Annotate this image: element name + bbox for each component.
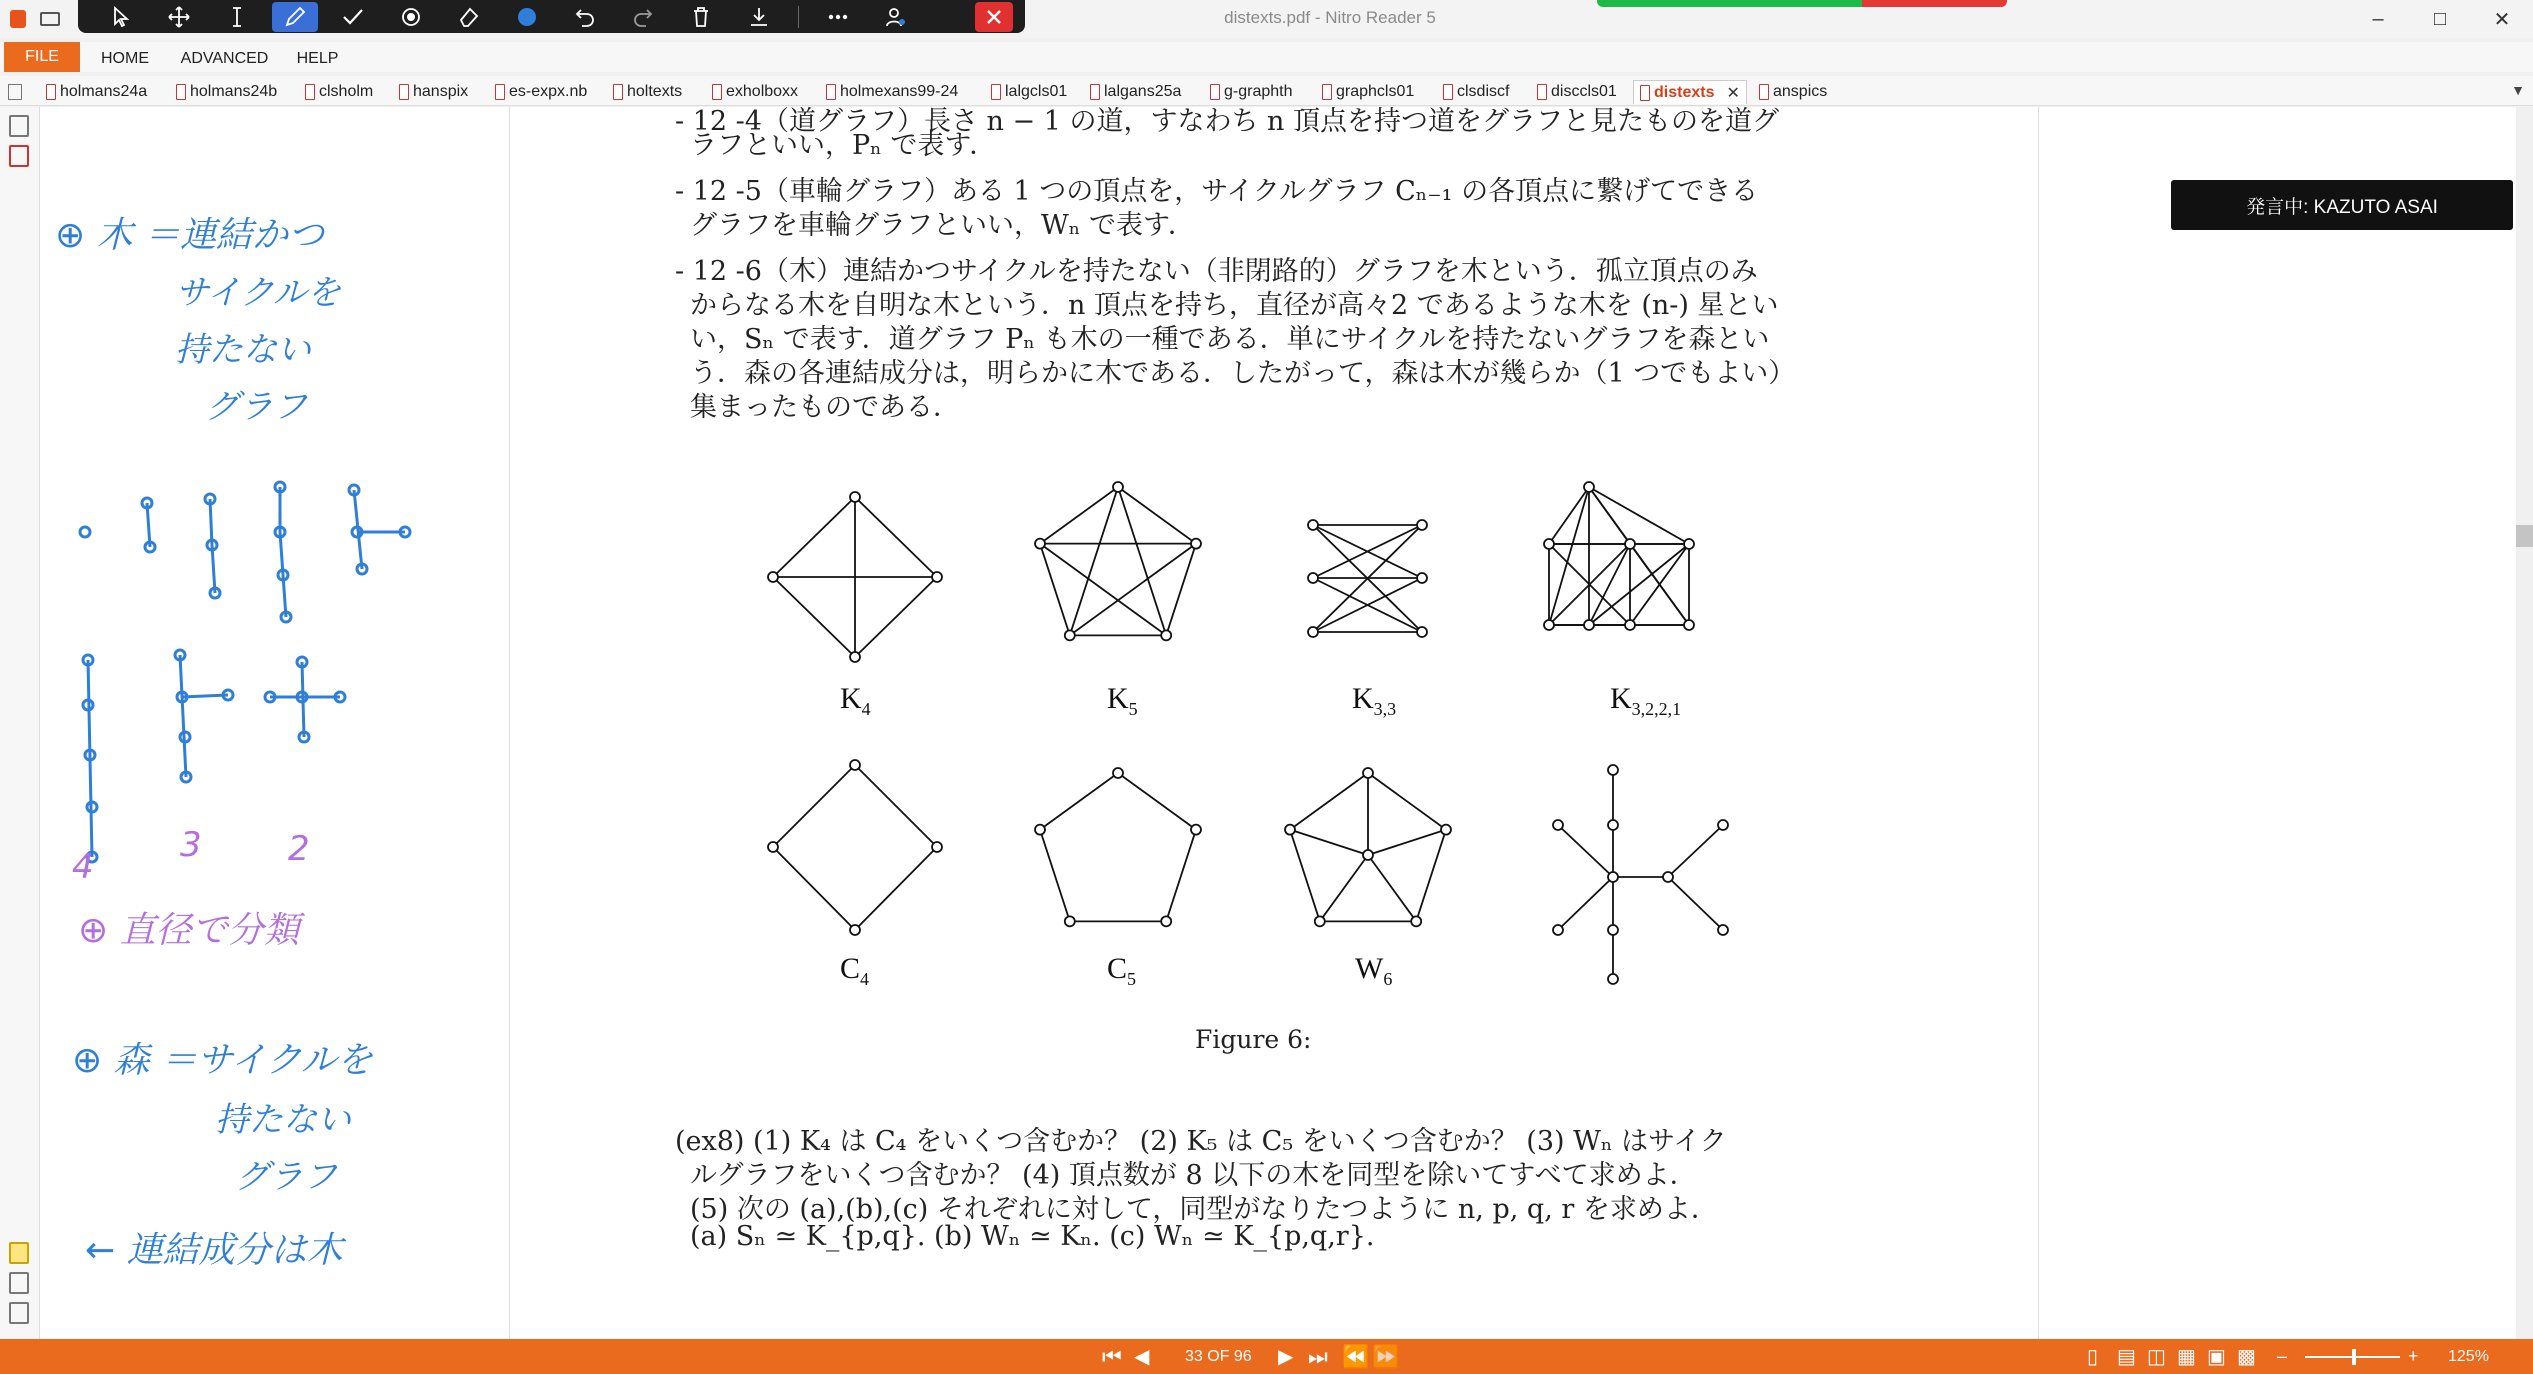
single-page-view-icon[interactable]: ▯ (2087, 1346, 2099, 1368)
graph-vertex (1065, 630, 1075, 640)
page-text-line: い，Sₙ で表す．道グラフ Pₙ も木の一種である．単にサイクルを持たないグラフを森とい (690, 324, 1770, 355)
pdf-file-icon (305, 84, 315, 100)
tab-home[interactable]: HOME (101, 50, 149, 67)
graph-vertex (1544, 539, 1554, 549)
page-text-line: - 12 -4（道グラフ）長さ n − 1 の道，すなわち n 頂点を持つ道をグラフと見たものを道グ (675, 107, 1780, 137)
doc-tab-label: lalgcls01 (1005, 83, 1068, 100)
pdf-file-icon (399, 84, 409, 100)
graph-edge (1320, 855, 1368, 921)
annotation-toolbar (78, 0, 1025, 33)
graph-vertex (1363, 850, 1373, 860)
note-line: ⊕ 森 ＝サイクルを (72, 1040, 373, 1081)
eraser-icon[interactable] (440, 0, 498, 33)
exercise-line: (ex8) (1) K₄ は C₄ をいくつ含むか？ (2) K₅ は C₅ をいくつ含むか？ (3) Wₙ はサイク (675, 1126, 1727, 1157)
tab-list-icon[interactable] (8, 84, 22, 100)
doc-tab-label: anspics (1773, 83, 1828, 100)
doc-tab-label: holmexans99-24 (840, 83, 959, 100)
pdf-file-icon (1210, 84, 1220, 100)
speaking-indicator: 発言中: KAZUTO ASAI (2171, 180, 2513, 230)
first-page-icon[interactable]: ⏮ (1102, 1343, 1122, 1369)
pdf-file-icon (46, 84, 56, 100)
graph-vertex (1035, 539, 1045, 549)
graph-vertex (1161, 630, 1171, 640)
graph-edge (1040, 544, 1166, 636)
graph-vertex (1684, 620, 1694, 630)
graph-edge (1166, 544, 1196, 636)
doc-tab-label: holmans24a (60, 83, 148, 100)
graph-vertex (1035, 825, 1045, 835)
doc-tab[interactable] (399, 80, 468, 104)
graph-edge (1589, 544, 1630, 625)
toolbar-divider (798, 6, 799, 28)
signatures-panel-icon[interactable] (9, 1302, 29, 1324)
graph-edge (1589, 487, 1689, 544)
select-pointer-icon[interactable] (92, 0, 150, 33)
doc-tab-label: distexts (1654, 83, 1715, 101)
graph-vertex (1315, 916, 1325, 926)
doc-tab-label: es-expx.nb (509, 83, 588, 100)
graph-edge (1549, 487, 1589, 544)
doc-tab[interactable] (613, 80, 682, 104)
note-line: ← 連結成分は木 (85, 1230, 343, 1271)
graph-vertex (932, 842, 942, 852)
doc-tab-label: hanspix (413, 83, 469, 100)
minimize-button[interactable]: – (2372, 7, 2384, 30)
app-logo-icon (10, 10, 26, 28)
close-window-button[interactable]: ✕ (2493, 8, 2511, 31)
graph-vertex (1584, 482, 1594, 492)
graph-vertex (1544, 620, 1554, 630)
graph-vertex (1411, 916, 1421, 926)
page-text-line: 集まったものである． (690, 392, 960, 423)
exercise-line: (5) 次の (a),(b),(c) それぞれに対して，同型がなりたつように n, p, q, r を求めよ． (690, 1194, 1718, 1225)
graph-edge (1118, 487, 1196, 544)
graph-vertex (932, 572, 942, 582)
doc-tab-label: holtexts (627, 83, 683, 100)
graph-vertex (1441, 825, 1451, 835)
doc-tab[interactable] (712, 80, 798, 104)
graph-label-k5: $K_5$ (1107, 682, 1138, 719)
diameter-label: 3 (180, 825, 202, 865)
graph-edge (1070, 544, 1196, 636)
graph-vertex (1553, 925, 1563, 935)
graph-edge (1589, 487, 1630, 544)
note-line: 持たない (175, 330, 311, 370)
attachments-panel-icon[interactable] (9, 1272, 29, 1294)
page-text-line: ラフといい，Pₙ で表す． (690, 130, 997, 161)
graph-edge (1118, 487, 1166, 635)
doc-tab-label: lalgans25a (1104, 83, 1182, 100)
color-picker-icon[interactable] (498, 0, 556, 33)
doc-tab-label: disccls01 (1551, 83, 1617, 100)
page-text-line: - 12 -6（木）連結かつサイクルを持たない（非閉路的）グラフを木という．孤立頂点のみ (675, 256, 1758, 287)
page-text-line: グラフを車輪グラフといい，Wₙ で表す． (690, 210, 1195, 241)
graph-vertex (1608, 765, 1618, 775)
page-text-line: - 12 -5（車輪グラフ）ある 1 つの頂点を，サイクルグラフ Cₙ₋₁ の各頂点に繋げてできる (675, 176, 1759, 207)
graph-edge (1668, 877, 1723, 930)
graph-edge (1070, 487, 1118, 635)
document-tab-bar (0, 76, 2533, 106)
stamp-icon[interactable] (382, 0, 440, 33)
user-settings-icon[interactable] (867, 0, 925, 33)
graph-edge (855, 765, 937, 847)
trash-icon[interactable] (672, 0, 730, 33)
graph-vertex (1584, 620, 1594, 630)
pdf-file-icon (495, 84, 505, 100)
graph-vertex (1113, 768, 1123, 778)
exercise-line: (a) Sₙ ≃ K_{p,q}. (b) Wₙ ≃ Kₙ. (c) Wₙ ≃ K_{p,q,r}. (690, 1221, 1375, 1252)
graph-vertex (1308, 520, 1318, 530)
graph-vertex (1608, 872, 1618, 882)
graph-vertex (1625, 620, 1635, 630)
graph-vertex (850, 925, 860, 935)
back-view-icon[interactable]: ⏪ (1342, 1343, 1370, 1369)
pdf-file-icon (1322, 84, 1332, 100)
pdf-file-icon (176, 84, 186, 100)
side-tool-strip (0, 107, 40, 1339)
graph-label-w6: $W_6$ (1355, 952, 1393, 989)
doc-tab[interactable] (46, 80, 147, 104)
graph-edge (1668, 825, 1723, 877)
graph-edge (1290, 773, 1368, 830)
pdf-file-icon (991, 84, 1001, 100)
note-line: グラフ (235, 1157, 337, 1197)
tab-help[interactable]: HELP (296, 50, 339, 67)
fit-width-icon[interactable]: ▣ (2207, 1346, 2226, 1368)
notes-panel (40, 107, 510, 1339)
pdf-file-icon (1640, 85, 1650, 101)
right-blank-panel (2038, 107, 2516, 1339)
graph-vertex (1363, 768, 1373, 778)
close-toolbar-icon[interactable] (975, 2, 1013, 32)
graph-vertex (1553, 820, 1563, 830)
pdf-file-icon (712, 84, 722, 100)
zoom-slider[interactable] (2305, 1339, 2400, 1374)
next-page-icon[interactable]: ▶ (1278, 1346, 1294, 1368)
graph-edge (1040, 487, 1118, 544)
zoom-level[interactable]: 125% (2448, 1347, 2489, 1365)
pdf-file-icon (1090, 84, 1100, 100)
note-line: ⊕ 直径で分類 (78, 910, 300, 951)
last-page-icon[interactable]: ⏭ (1308, 1343, 1328, 1369)
figure-graphs (510, 107, 2038, 1007)
graph-edge (1368, 773, 1446, 830)
graph-vertex (768, 842, 778, 852)
note-line: ⊕ 木 ＝連結かつ (55, 215, 325, 256)
download-icon[interactable] (730, 0, 788, 33)
graph-label-c4: $C_4$ (840, 952, 870, 989)
open-folder-icon[interactable] (40, 12, 60, 26)
pen-icon[interactable] (272, 2, 318, 32)
graph-label-c5: $C_5$ (1107, 952, 1137, 989)
maximize-button[interactable]: □ (2433, 7, 2447, 30)
graph-vertex (1608, 820, 1618, 830)
doc-tab-label: clsdiscf (1457, 83, 1510, 100)
pdf-file-icon (613, 84, 623, 100)
graph-edge (855, 847, 937, 930)
graph-vertex (1161, 916, 1171, 926)
tab-file[interactable]: FILE (4, 42, 80, 72)
move-icon[interactable] (150, 0, 208, 33)
comments-panel-icon[interactable] (9, 1242, 29, 1264)
vertical-scrollbar[interactable] (2516, 107, 2533, 1339)
graph-edge (1368, 855, 1416, 921)
doc-tab[interactable] (1443, 80, 1509, 104)
prev-page-icon[interactable]: ◀ (1134, 1346, 1150, 1368)
graph-edge (1040, 830, 1070, 922)
doc-tab-active[interactable] (1633, 80, 1747, 104)
doc-tab[interactable] (1210, 80, 1293, 104)
graph-vertex (1417, 520, 1427, 530)
graph-edge (1040, 773, 1118, 830)
graph-vertex (850, 760, 860, 770)
graph-edge (1040, 544, 1070, 636)
close-tab-icon[interactable]: ✕ (1726, 84, 1740, 102)
graph-vertex (1191, 825, 1201, 835)
graph-vertex (1684, 539, 1694, 549)
doc-tab[interactable] (495, 80, 587, 104)
graph-vertex (1608, 925, 1618, 935)
doc-tab[interactable] (1090, 80, 1181, 104)
graph-edge (855, 577, 937, 657)
doc-tab-label: exholboxx (726, 83, 799, 100)
facing-continuous-view-icon[interactable]: ▦ (2177, 1346, 2196, 1368)
window-title: distexts.pdf - Nitro Reader 5 (1224, 8, 1436, 27)
graph-vertex (850, 492, 860, 502)
note-line: サイクルを (175, 273, 341, 313)
graph-vertex (768, 572, 778, 582)
doc-tab-label: g-graphth (1224, 83, 1293, 100)
page-indicator[interactable]: 33 OF 96 (1185, 1347, 1252, 1365)
pdf-file-icon (1759, 84, 1769, 100)
graph-edge (1166, 830, 1196, 922)
graph-label-k4: $K_4$ (840, 682, 871, 719)
graph-edge (855, 497, 937, 577)
graph-vertex (850, 652, 860, 662)
graph-edge (1416, 830, 1446, 922)
doc-tab[interactable] (991, 80, 1067, 104)
page-text-line: う．森の各連結成分は，明らかに木である．したがって，森は木が幾らか（1 つでもよい） (690, 358, 1796, 389)
doc-tab[interactable] (305, 80, 373, 104)
diameter-label: 4 (72, 847, 94, 887)
graph-vertex (1663, 872, 1673, 882)
scrollbar-thumb[interactable] (2516, 525, 2533, 547)
check-icon[interactable] (324, 0, 382, 33)
graph-edge (1368, 830, 1446, 855)
doc-tab-label: graphcls01 (1336, 83, 1415, 100)
facing-view-icon[interactable]: ◫ (2147, 1346, 2166, 1368)
graph-vertex (1308, 627, 1318, 637)
pages-panel-icon[interactable] (9, 115, 29, 137)
graph-vertex (1285, 825, 1295, 835)
pdf-file-icon (1537, 84, 1547, 100)
graph-vertex (1065, 916, 1075, 926)
exercise-line: ルグラフをいくつ含むか？ (4) 頂点数が 8 以下の木を同型を除いてすべて求めよ． (690, 1160, 1697, 1191)
graph-edge (773, 577, 855, 657)
doc-tab-label: holmans24b (190, 83, 278, 100)
bookmarks-panel-icon[interactable] (9, 145, 29, 167)
redo-icon[interactable] (614, 0, 672, 33)
graph-edge (773, 497, 855, 577)
graph-vertex (1718, 820, 1728, 830)
text-cursor-icon[interactable] (208, 0, 266, 33)
doc-tab[interactable] (176, 80, 277, 104)
graph-edge (1290, 830, 1368, 855)
undo-icon[interactable] (556, 0, 614, 33)
meeting-share-bar (1597, 0, 1862, 7)
graph-label-k33: $K_{3,3}$ (1352, 682, 1397, 719)
doc-tab-label: clsholm (319, 83, 374, 100)
graph-vertex (1308, 573, 1318, 583)
graph-vertex (1625, 539, 1635, 549)
page-text-line: からなる木を自明な木という．n 頂点を持ち，直径が高々2 であるような木を (n-) 星とい (690, 290, 1779, 321)
graph-label-k3221: $K_{3,2,2,1}$ (1610, 682, 1682, 719)
doc-tab[interactable] (1322, 80, 1414, 104)
tab-advanced[interactable]: ADVANCED (180, 50, 269, 67)
graph-vertex (1417, 573, 1427, 583)
status-bar (0, 1339, 2533, 1374)
pdf-file-icon (1443, 84, 1453, 100)
diameter-label: 2 (288, 829, 310, 869)
doc-tab[interactable] (1537, 80, 1617, 104)
zoom-in-icon[interactable]: + (2408, 1346, 2419, 1366)
continuous-view-icon[interactable]: ▤ (2117, 1346, 2136, 1368)
graph-vertex (1608, 974, 1618, 984)
graph-vertex (1191, 539, 1201, 549)
ribbon-menu (0, 42, 2533, 72)
pdf-file-icon (826, 84, 836, 100)
graph-edge (1558, 825, 1613, 877)
figure-caption: Figure 6: (1195, 1025, 1312, 1054)
graph-edge (1118, 773, 1196, 830)
graph-edge (1290, 830, 1320, 922)
graph-vertex (1417, 627, 1427, 637)
note-line: グラフ (205, 387, 307, 427)
zoom-out-icon[interactable]: – (2277, 1346, 2288, 1366)
note-line: 持たない (215, 1100, 351, 1140)
tab-overflow-chevron-icon[interactable]: ▼ (2511, 82, 2525, 98)
graph-edge (773, 847, 855, 930)
pdf-page[interactable] (510, 107, 2038, 1339)
doc-tab[interactable] (1759, 80, 1827, 104)
fit-page-icon[interactable]: ▩ (2237, 1346, 2256, 1368)
meeting-stop-bar[interactable] (1862, 0, 2007, 7)
graph-edge (773, 765, 855, 847)
more-options-icon[interactable] (809, 0, 867, 33)
graph-vertex (1113, 482, 1123, 492)
graph-vertex (1718, 925, 1728, 935)
forward-view-icon[interactable]: ⏩ (1372, 1343, 1400, 1369)
graph-edge (1558, 877, 1613, 930)
doc-tab[interactable] (826, 80, 958, 104)
